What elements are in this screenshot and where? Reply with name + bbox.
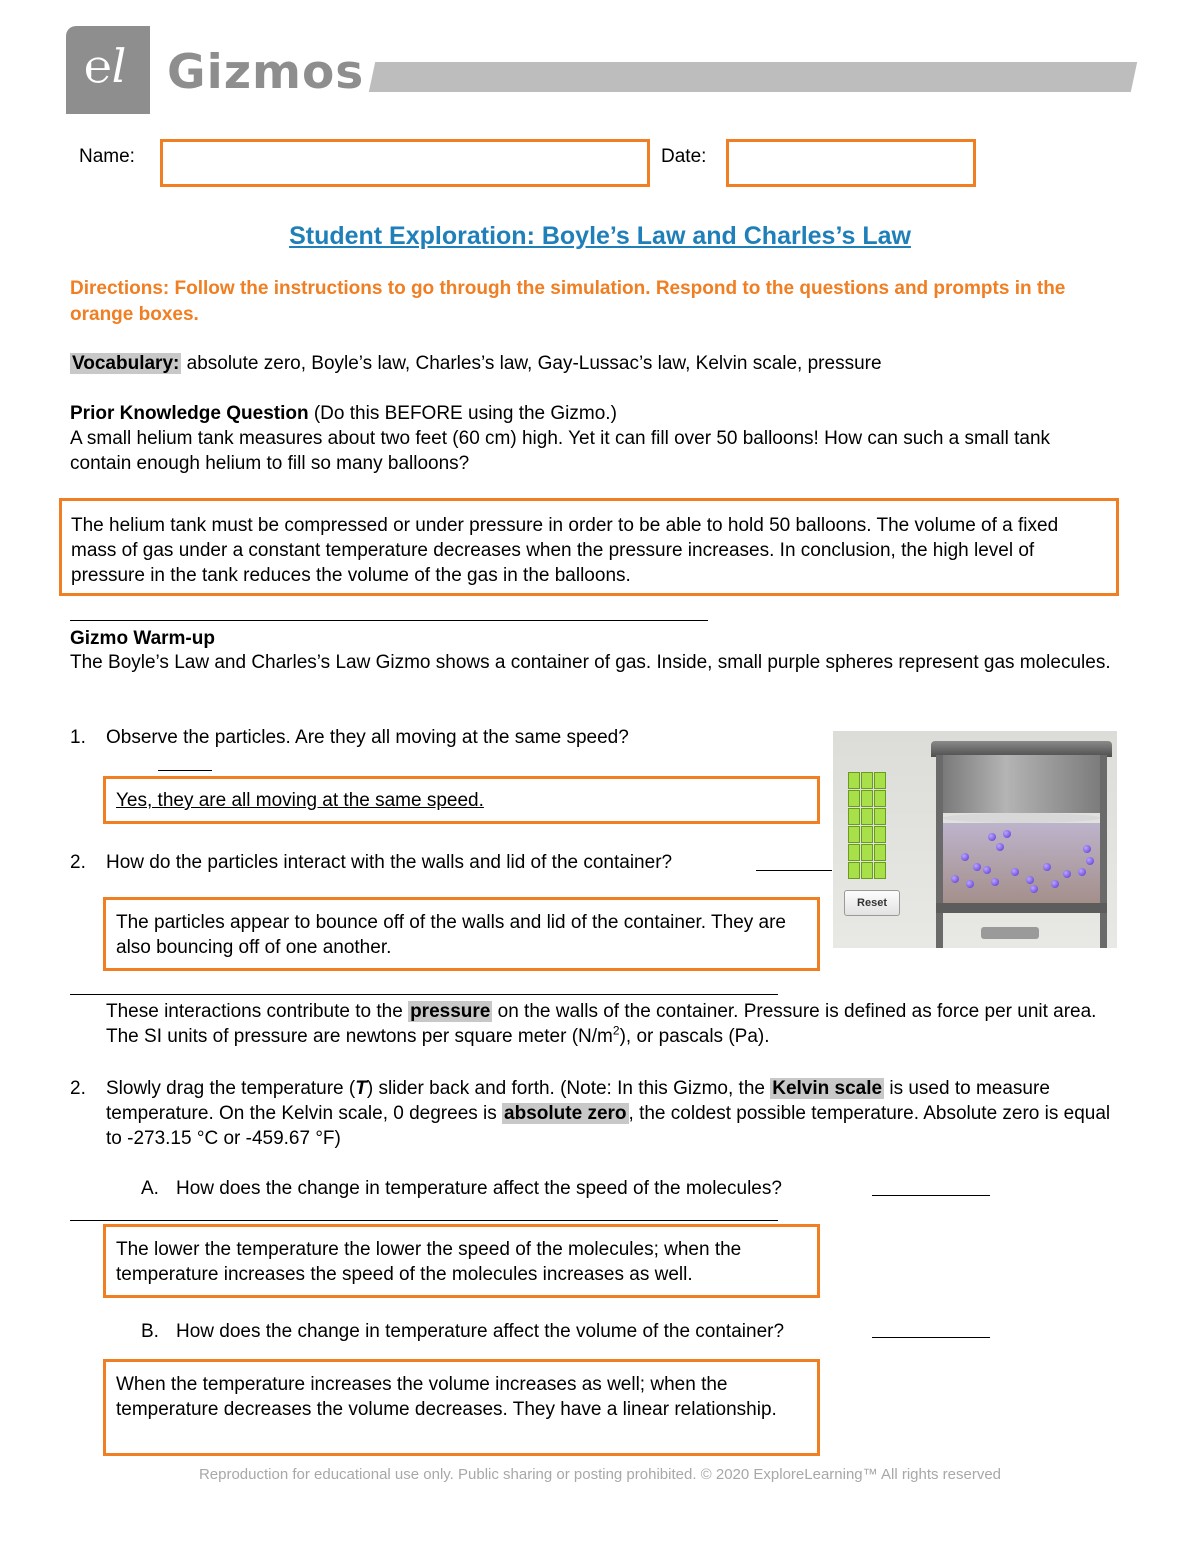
weight-block <box>848 826 860 843</box>
container-base <box>936 903 1107 913</box>
prior-knowledge-note: (Do this BEFORE using the Gizmo.) <box>308 403 617 424</box>
prior-knowledge-question: A small helium tank measures about two feet (60 cm) high. Yet it can fill over 50 balloons! How can such a small tank contain enough helium to fill so many balloons? <box>70 428 1051 474</box>
qB-text: How does the change in temperature affect the volume of the container? <box>176 1321 785 1342</box>
qB-answer: When the temperature increases the volume increases as well; when the temperature decreases the volume decreases. They have a linear relationship. <box>116 1374 777 1420</box>
weight-block <box>848 772 860 789</box>
q2-answer-box[interactable] <box>103 897 820 971</box>
pressure-term: pressure <box>410 1001 491 1022</box>
gas-molecule <box>991 878 999 886</box>
gas-molecule <box>1086 857 1094 865</box>
gas-chamber <box>943 823 1100 903</box>
vocabulary-line <box>70 351 1130 376</box>
reset-button: Reset <box>844 890 900 916</box>
absolute-zero-term: absolute zero <box>504 1103 627 1124</box>
q2-number: 2. <box>70 852 86 873</box>
qB-letter: B. <box>141 1321 159 1342</box>
logo-glyph: ℮l <box>84 39 127 93</box>
piston-plate <box>943 813 1100 823</box>
warmup-heading: Gizmo Warm-up <box>70 628 215 649</box>
date-label: Date: <box>661 146 707 167</box>
qA-answer-box[interactable] <box>103 1224 820 1298</box>
gas-molecule <box>988 833 996 841</box>
weight-block <box>848 862 860 879</box>
weight-block <box>848 790 860 807</box>
gas-molecule <box>1011 868 1019 876</box>
weight-block <box>874 772 886 789</box>
gizmo-screenshot <box>833 731 1117 948</box>
q2-answer: The particles appear to bounce off of the walls and lid of the container. They are also bouncing off of one another. <box>116 912 787 958</box>
container-wall-right <box>1100 755 1107 948</box>
gas-molecule <box>1043 863 1051 871</box>
weight-block <box>874 862 886 879</box>
gas-molecule <box>951 875 959 883</box>
weight-block <box>874 844 886 861</box>
qB-answer-box[interactable] <box>103 1359 820 1456</box>
gas-molecule <box>1051 880 1059 888</box>
q1-answer-box[interactable] <box>103 776 820 824</box>
q2-answer-line <box>756 870 832 871</box>
container-wall-left <box>936 755 943 948</box>
vocabulary-label: Vocabulary: <box>72 353 180 374</box>
qA-answer-line <box>872 1195 990 1196</box>
directions-text: Directions: Follow the instructions to go through the simulation. Respond to the questions and prompts in the orange boxes. <box>70 278 1066 325</box>
q2-text: How do the particles interact with the walls and lid of the container? <box>106 852 673 873</box>
weight-block <box>874 826 886 843</box>
gas-molecule <box>966 880 974 888</box>
q1-text: Observe the particles. Are they all moving at the same speed? <box>106 727 629 748</box>
piston <box>943 755 1100 813</box>
gas-molecule <box>1026 876 1034 884</box>
gas-molecule <box>983 866 991 874</box>
qB-answer-line <box>872 1337 990 1338</box>
prior-knowledge-heading-line <box>70 401 1130 426</box>
weight-block <box>861 844 873 861</box>
explorelearning-logo <box>66 26 150 114</box>
page-title: Student Exploration: Boyle’s Law and Charles’s Law <box>289 222 911 250</box>
answer-line <box>70 994 778 995</box>
header-bar <box>369 62 1137 92</box>
gas-molecule <box>996 843 1004 851</box>
answer-line <box>70 1220 778 1221</box>
weight-block <box>848 808 860 825</box>
weight-block <box>861 772 873 789</box>
q1-answer: Yes, they are all moving at the same speed. <box>116 790 484 811</box>
weight-block <box>861 808 873 825</box>
gas-molecule <box>1030 885 1038 893</box>
temperature-symbol: T <box>355 1078 367 1099</box>
pressure-weight-blocks <box>846 772 888 880</box>
weight-block <box>861 862 873 879</box>
copyright-footer: Reproduction for educational use only. Public sharing or posting prohibited. © 2020 ExploreLearning™ All rights reserved <box>198 1466 1002 1483</box>
gas-molecule <box>1083 845 1091 853</box>
gas-molecule <box>1003 830 1011 838</box>
prior-knowledge-answer-box[interactable] <box>59 498 1119 596</box>
heat-source <box>981 927 1039 939</box>
prior-knowledge-answer: The helium tank must be compressed or under pressure in order to be able to hold 50 balloons. The volume of a fixed mass of gas under a constant temperature decreases when the pressure increases. In conclusion, the high level of pressure in the tank reduces the volume of the gas in the balloons. <box>71 515 1059 586</box>
pressure-paragraph: These interactions contribute to the pressure on the walls of the container. Pressure is defined as force per unit area. The SI units of pressure are newtons per square meter $(N/m^2)$, or pascals (Pa). <box>106 1001 1097 1047</box>
gas-molecule <box>961 853 969 861</box>
q3-number: 2. <box>70 1078 86 1099</box>
weight-block <box>874 790 886 807</box>
vocabulary-terms: absolute zero, Boyle’s law, Charles’s law, Gay-Lussac’s law, Kelvin scale, pressure <box>181 353 882 374</box>
q3-text: Slowly drag the temperature (T) slider back and forth. (Note: In this Gizmo, the Kelvin scale is used to measure temperature. On the Kelvin scale, 0 degrees is absolute zero , the coldest possible temperature. Absolute zero is equal to -273.15 °C or -459.67 °F) <box>106 1078 1111 1149</box>
qA-letter: A. <box>141 1178 159 1199</box>
q1-answer-line <box>158 770 212 771</box>
weight-block <box>861 790 873 807</box>
weight-block <box>848 844 860 861</box>
qA-text: How does the change in temperature affect the speed of the molecules? <box>176 1178 782 1199</box>
kelvin-scale-term: Kelvin scale <box>772 1078 883 1099</box>
prior-knowledge-heading: Prior Knowledge Question <box>70 403 309 424</box>
date-field[interactable] <box>726 139 976 187</box>
name-label: Name: <box>79 146 135 167</box>
gizmos-brand-title: Gizmos <box>167 45 365 100</box>
weight-block <box>874 808 886 825</box>
gas-molecule <box>1063 870 1071 878</box>
qA-answer: The lower the temperature the lower the speed of the molecules; when the temperature increases the speed of the molecules increases as well. <box>116 1239 742 1285</box>
name-field[interactable] <box>160 139 650 187</box>
answer-line <box>70 620 708 621</box>
q1-number: 1. <box>70 727 86 748</box>
gas-molecule <box>973 863 981 871</box>
warmup-intro: The Boyle’s Law and Charles’s Law Gizmo shows a container of gas. Inside, small purple spheres represent gas molecules. <box>70 652 1111 673</box>
gas-molecule <box>1078 868 1086 876</box>
weight-block <box>861 826 873 843</box>
